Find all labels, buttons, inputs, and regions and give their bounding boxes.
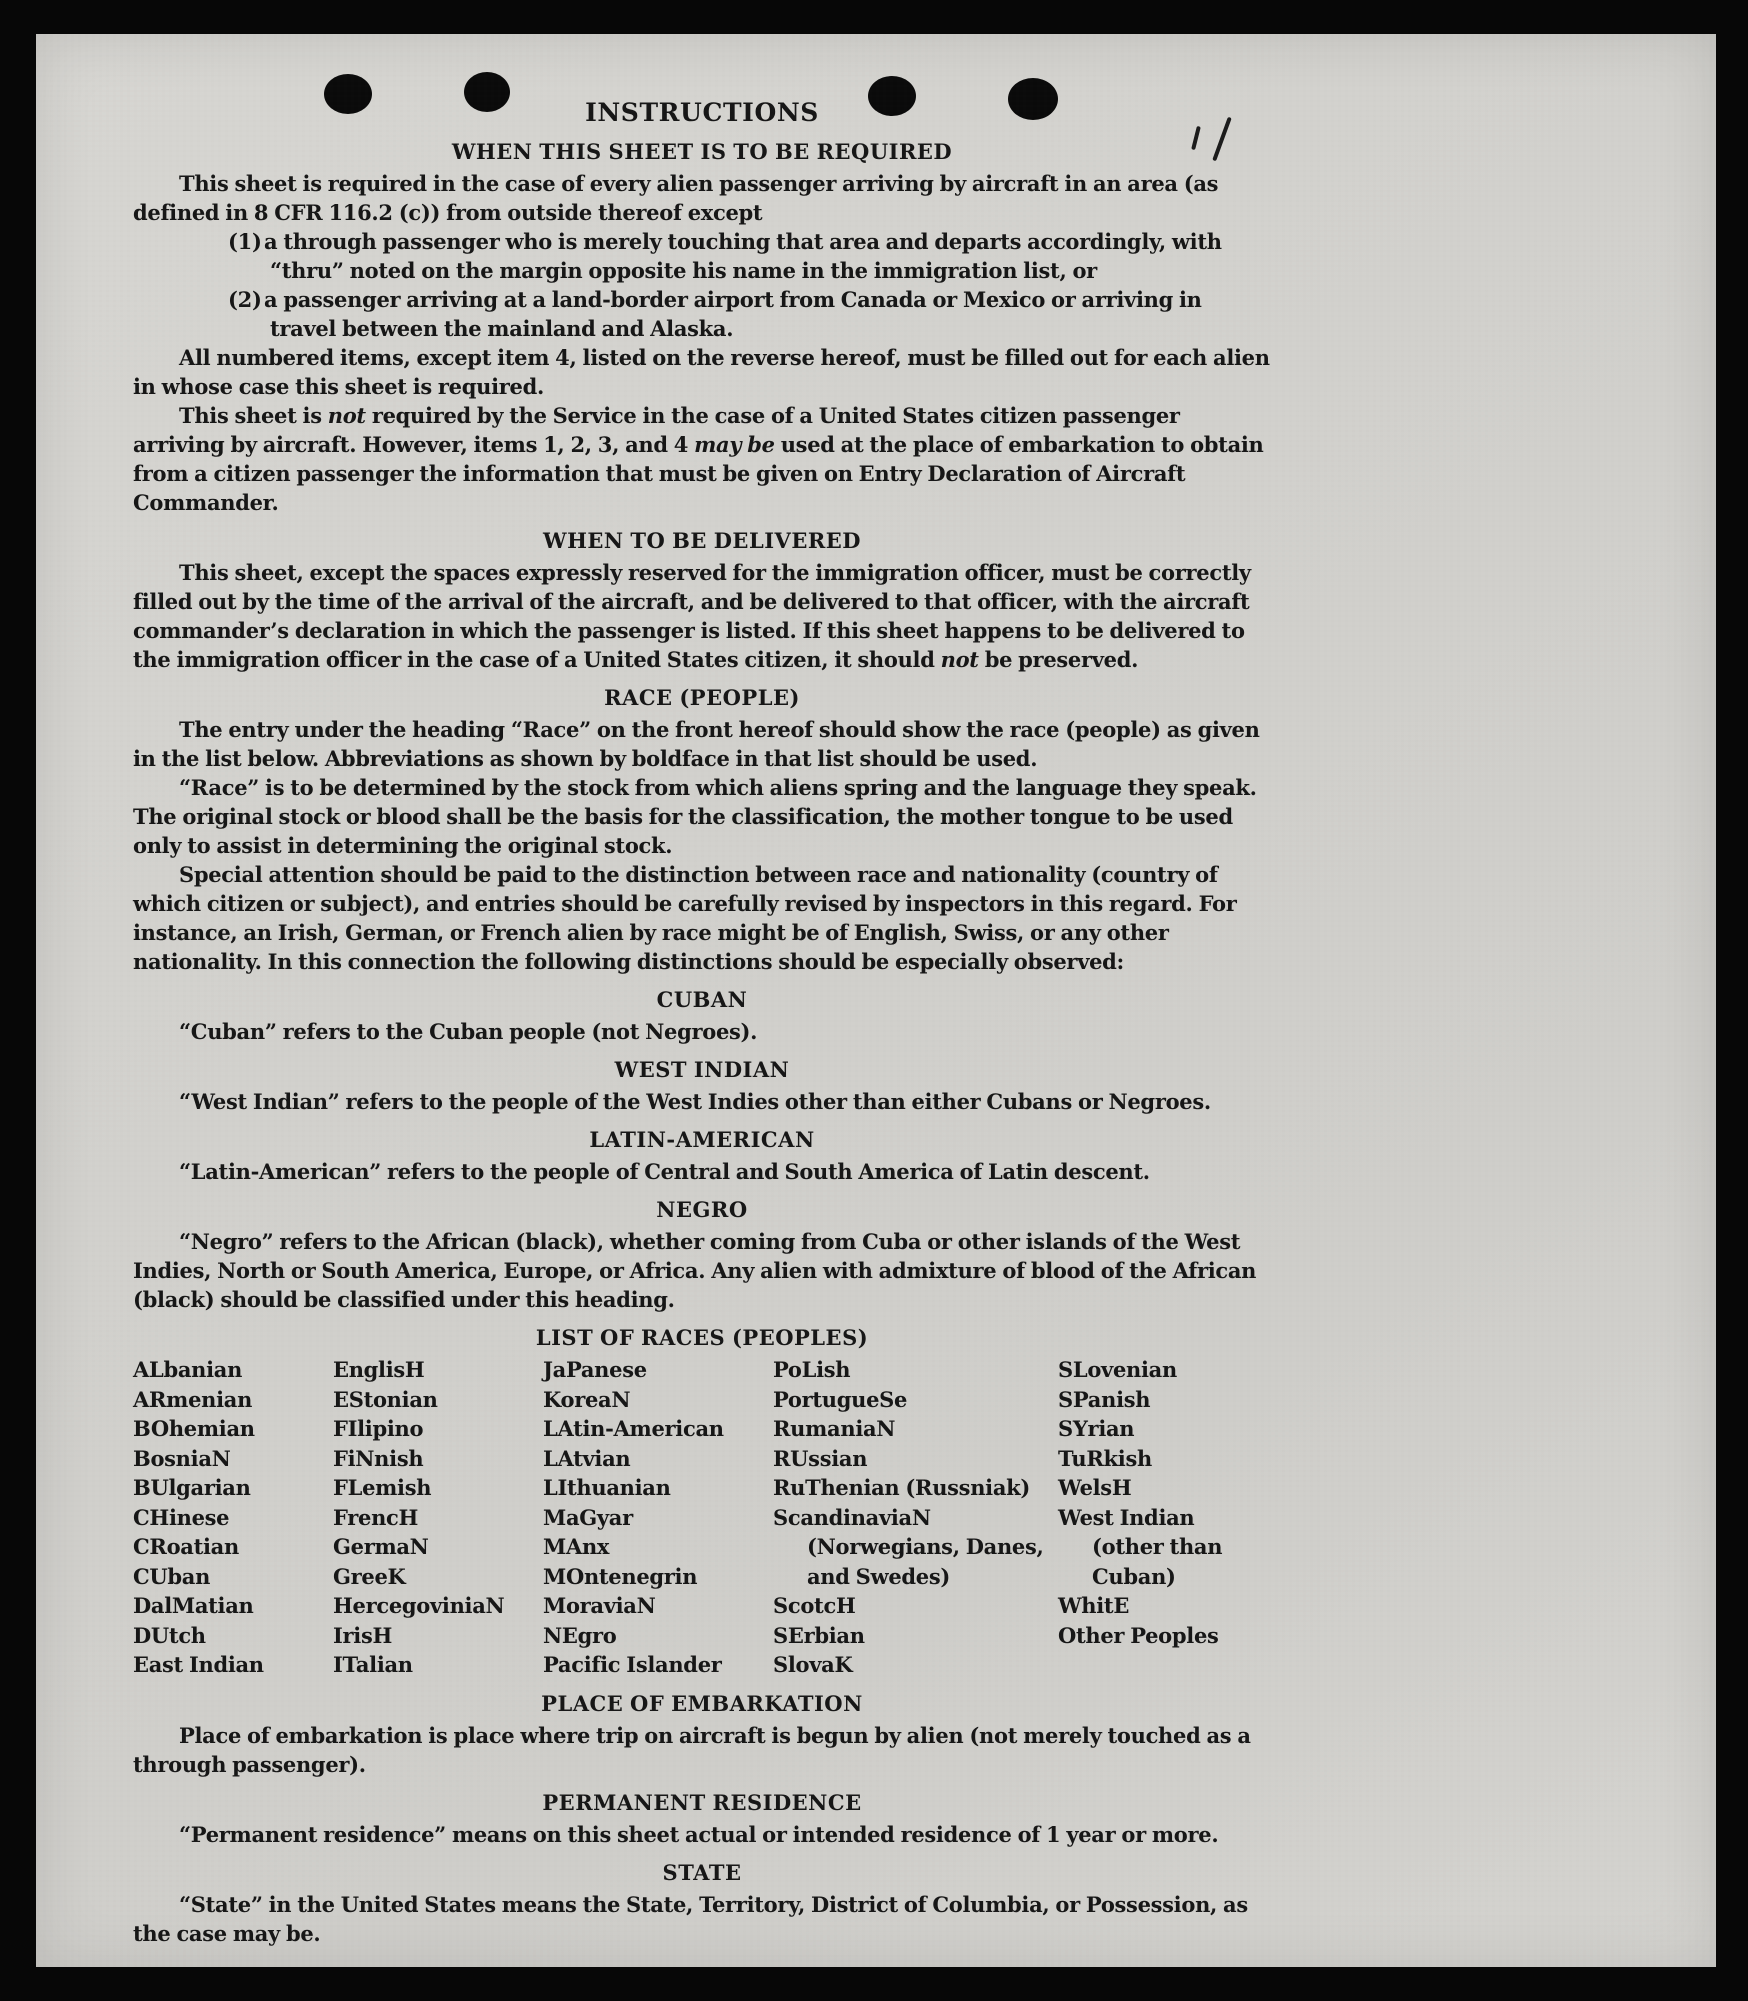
- race-item: BOhemian: [133, 1416, 255, 1441]
- paragraph: “Negro” refers to the African (black), whether coming from Cuba or other islands of the West Indies, North or South America, Europe, or Africa. Any alien with admixture of blood of the African (black) should be classified under this heading.: [133, 1229, 1257, 1312]
- race-item: Pacific Islander: [543, 1652, 722, 1677]
- race-column: [1058, 1355, 1271, 1680]
- race-item: RuThenian (Russniak): [773, 1475, 1031, 1500]
- paragraph: “West Indian” refers to the people of the West Indies other than either Cubans or Negroes.: [179, 1089, 1211, 1114]
- race-item: IrisH: [333, 1622, 393, 1648]
- race-item: RUssian: [773, 1445, 868, 1471]
- section-heading: NEGRO: [656, 1197, 748, 1222]
- race-list: [133, 1355, 1271, 1680]
- numbered-item: (2) a passenger arriving at a land-border airport from Canada or Mexico or arriving in travel between the mainland and Alaska.: [228, 287, 1202, 341]
- race-item: SErbian: [773, 1622, 865, 1648]
- race-item: FIlipino: [333, 1416, 424, 1441]
- section-heading: PLACE OF EMBARKATION: [541, 1690, 863, 1716]
- race-item: WelsH: [1058, 1475, 1132, 1500]
- race-item: ScandinaviaN (Norwegians, Danes, and Swedes): [773, 1504, 1044, 1589]
- race-column: [333, 1355, 543, 1680]
- paragraph: Special attention should be paid to the distinction between race and nationality (country of which citizen or subject), and entries should be carefully revised by inspectors in this regard. For instance, an Irish, German, or French alien by race might be of English, Swiss, or any other nationality. In this connection the following distinctions should be especially observed:: [133, 862, 1237, 974]
- race-item: West Indian (other than Cuban): [1058, 1504, 1223, 1589]
- race-item: GermaN: [333, 1534, 429, 1559]
- section-heading: LATIN-AMERICAN: [589, 1127, 815, 1152]
- race-item: ALbanian: [133, 1357, 243, 1382]
- race-item: MoraviaN: [543, 1593, 656, 1618]
- race-item: TuRkish: [1058, 1445, 1152, 1471]
- paragraph: This sheet, except the spaces expressly reserved for the immigration officer, must be correctly filled out by the time of the arrival of the aircraft, and be delivered to that officer, with the aircraft commander’s declaration in which the passenger is listed. If this sheet happens to be delivered to the immigration officer in the case of a United States citizen, it should not be preserved.: [133, 560, 1251, 672]
- instructions-body: [133, 84, 1271, 1948]
- paragraph: This sheet is not required by the Service in the case of a United States citizen passenger arriving by aircraft. However, items 1, 2, 3, and 4 may be used at the place of embarkation to obtain from a citizen passenger the information that must be given on Entry Declaration of Aircraft Commander.: [133, 403, 1264, 515]
- italic-run: may be: [694, 432, 775, 457]
- race-item: CRoatian: [133, 1534, 239, 1559]
- race-item: PoLish: [773, 1357, 851, 1382]
- race-item: CUban: [133, 1563, 211, 1589]
- section-heading: LIST OF RACES (PEOPLES): [535, 1325, 869, 1350]
- italic-run: not: [940, 647, 979, 672]
- race-item: MAnx: [543, 1534, 610, 1559]
- race-item: LAtin-American: [543, 1416, 724, 1441]
- race-item: CHinese: [133, 1504, 230, 1530]
- race-item: Other Peoples: [1058, 1622, 1219, 1648]
- paragraph: Place of embarkation is place where trip on aircraft is begun by alien (not merely touched as a through passenger).: [133, 1722, 1251, 1777]
- section-heading: CUBAN: [656, 987, 748, 1012]
- race-item: EnglisH: [333, 1357, 425, 1382]
- race-item: PortugueSe: [773, 1386, 908, 1412]
- race-item: ARmenian: [133, 1386, 253, 1412]
- section-heading: WHEN TO BE DELIVERED: [542, 528, 861, 553]
- numbered-item: (1) a through passenger who is merely touching that area and departs accordingly, with “thru” noted on the margin opposite his name in the immigration list, or: [228, 229, 1222, 283]
- paragraph: “State” in the United States means the State, Territory, District of Columbia, or Possession, as the case may be.: [133, 1891, 1248, 1946]
- race-column: [773, 1355, 1058, 1680]
- race-item: SlovaK: [773, 1652, 853, 1677]
- race-item: GreeK: [333, 1563, 406, 1589]
- race-item: KoreaN: [543, 1386, 631, 1412]
- section-heading: WHEN THIS SHEET IS TO BE REQUIRED: [451, 139, 953, 164]
- paragraph: “Race” is to be determined by the stock from which aliens spring and the language they speak. The original stock or blood shall be the basis for the classification, the mother tongue to be used only to assist in determining the original stock.: [133, 775, 1257, 858]
- item-number: (1): [228, 229, 262, 254]
- race-item: MaGyar: [543, 1504, 633, 1530]
- document-title: INSTRUCTIONS: [585, 98, 819, 127]
- sections-host: [133, 137, 1271, 1948]
- race-item: FLemish: [333, 1475, 432, 1500]
- race-item: RumaniaN: [773, 1416, 896, 1441]
- section-heading: PERMANENT RESIDENCE: [542, 1789, 862, 1815]
- race-item: LIthuanian: [543, 1475, 671, 1500]
- race-item: ScotcH: [773, 1593, 856, 1618]
- paragraph: This sheet is required in the case of every alien passenger arriving by aircraft in an area (as defined in 8 CFR 116.2 (c)) from outside thereof except: [133, 171, 1219, 225]
- race-item: LAtvian: [543, 1445, 631, 1471]
- race-item: DalMatian: [133, 1593, 254, 1618]
- race-item: SYrian: [1058, 1416, 1135, 1441]
- document-page: [36, 34, 1716, 1967]
- race-item: DUtch: [133, 1622, 206, 1648]
- item-number: (2): [228, 287, 262, 312]
- race-item: SLovenian: [1058, 1357, 1177, 1382]
- race-column: [543, 1355, 773, 1680]
- paragraph: “Cuban” refers to the Cuban people (not Negroes).: [179, 1019, 758, 1044]
- paragraph: All numbered items, except item 4, listed on the reverse hereof, must be filled out for each alien in whose case this sheet is required.: [133, 345, 1270, 399]
- paragraph: “Latin-American” refers to the people of Central and South America of Latin descent.: [179, 1159, 1150, 1184]
- paragraph: “Permanent residence” means on this sheet actual or intended residence of 1 year or more.: [179, 1821, 1219, 1847]
- race-item: East Indian: [133, 1652, 264, 1677]
- race-item: EStonian: [333, 1386, 438, 1412]
- bold-run: boldface: [631, 746, 730, 771]
- race-item: JaPanese: [543, 1357, 647, 1382]
- race-item: BosniaN: [133, 1445, 231, 1471]
- race-item: MOntenegrin: [543, 1563, 698, 1589]
- race-item: WhitE: [1058, 1593, 1130, 1618]
- race-item: NEgro: [543, 1622, 617, 1648]
- race-item: BUlgarian: [133, 1475, 251, 1500]
- italic-run: not: [327, 403, 366, 428]
- race-item: SPanish: [1058, 1386, 1151, 1412]
- paragraph: The entry under the heading “Race” on the front hereof should show the race (people) as given in the list below. Abbreviations as shown by boldface in that list should be used.: [133, 717, 1260, 771]
- race-item: FiNnish: [333, 1445, 424, 1471]
- race-item: ITalian: [333, 1652, 413, 1677]
- section-heading: WEST INDIAN: [614, 1057, 790, 1082]
- race-item: FrencH: [333, 1504, 419, 1530]
- race-column: [133, 1355, 333, 1680]
- section-heading: STATE: [662, 1859, 742, 1885]
- section-heading: RACE (PEOPLE): [604, 685, 800, 710]
- race-item: HercegoviniaN: [333, 1593, 505, 1618]
